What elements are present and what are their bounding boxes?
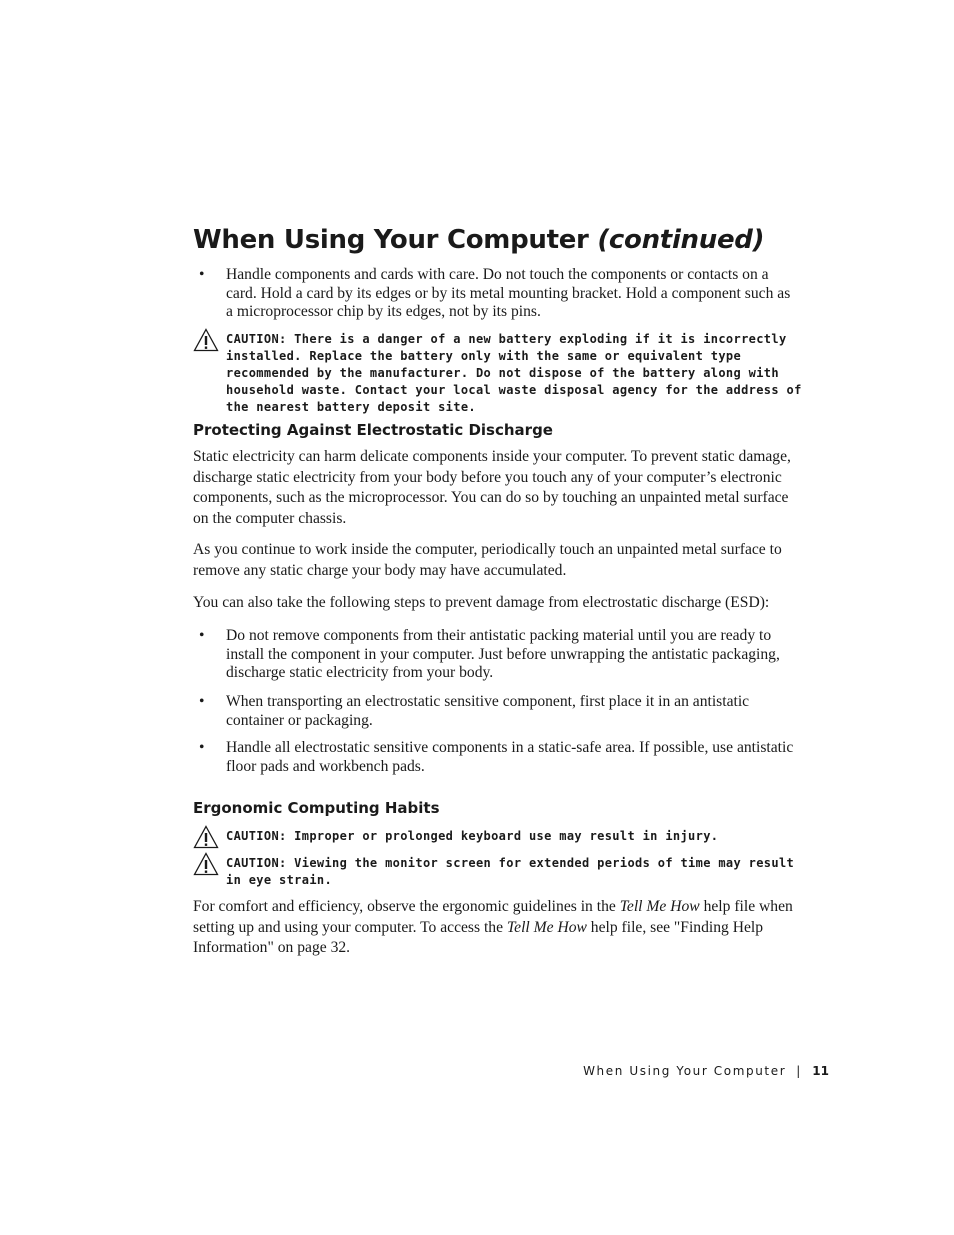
esd-paragraph-3	[193, 593, 805, 614]
footer-separator: |	[796, 1064, 801, 1078]
bullet-antistatic-packing	[199, 627, 799, 683]
ergonomic-text-part-1: For comfort and efficiency, observe the ergonomic guidelines in the	[193, 898, 620, 915]
tell-me-how-reference-1: Tell Me How	[619, 898, 700, 915]
ergonomic-heading: Ergonomic Computing Habits	[193, 799, 440, 817]
caution-keyboard-text: CAUTION: Improper or prolonged keyboard use may result in injury.	[226, 829, 719, 843]
esd-paragraph-1-text: Static electricity can harm delicate components inside your computer. To prevent static damage, discharge static electricity from your body before you touch any of your computer’s electronic components, such as the microprocessor. You can do so by touching an unpainted metal surface on the computer chassis.	[193, 448, 791, 527]
page-title-continued: (continued)	[597, 225, 765, 255]
page-title-main: When Using Your Computer	[193, 225, 598, 255]
warning-triangle-icon	[193, 328, 219, 352]
esd-paragraph-3-text: You can also take the following steps to prevent damage from electrostatic discharge (ESD):	[193, 594, 770, 611]
page-title	[193, 220, 764, 260]
ergonomic-paragraph	[193, 897, 805, 959]
bullet-text: When transporting an electrostatic sensitive component, first place it in an antistatic container or packaging.	[226, 693, 750, 729]
bullet-text: Do not remove components from their antistatic packing material until you are ready to install the component in your computer. Just before unwrapping the antistatic packaging, discharge static electricity from your body.	[226, 627, 780, 681]
bullet-text: Handle all electrostatic sensitive components in a static-safe area. If possible, use antistatic floor pads and workbench pads.	[226, 739, 794, 775]
bullet-marker: •	[199, 266, 205, 283]
page-footer	[583, 1062, 829, 1080]
caution-keyboard	[193, 828, 808, 845]
esd-heading: Protecting Against Electrostatic Discharge	[193, 421, 553, 439]
caution-monitor-text: CAUTION: Viewing the monitor screen for extended periods of time may result in eye strain.	[226, 856, 795, 887]
bullet-handle-components	[199, 266, 799, 322]
caution-battery-text: CAUTION: There is a danger of a new battery exploding if it is incorrectly installed. Replace the battery only with the same or equivalent type recommended by the manufacturer. Do not dispose of the battery along with household waste. Contact your local waste disposal agency for the address of the nearest battery deposit site.	[226, 332, 802, 414]
page-number: 11	[812, 1064, 829, 1078]
warning-triangle-icon	[193, 825, 219, 849]
ergonomic-paragraph-text	[193, 897, 805, 959]
footer-section-title: When Using Your Computer	[583, 1064, 787, 1078]
bullet-marker: •	[199, 739, 205, 756]
caution-monitor	[193, 855, 808, 889]
bullet-transporting	[199, 693, 799, 730]
bullet-marker: •	[199, 627, 205, 644]
ergonomic-text-part-3: help file, see "Finding Help Information" on page 32.	[193, 918, 764, 956]
bullet-static-safe-area	[199, 739, 799, 776]
esd-paragraph-1	[193, 447, 805, 529]
warning-triangle-icon	[193, 852, 219, 876]
bullet-text: Handle components and cards with care. Do not touch the components or contacts on a card. Hold a card by its edges or by its metal mounting bracket. Hold a component such as a microprocessor chip by its edges, not by its pins.	[226, 266, 791, 320]
bullet-marker: •	[199, 693, 205, 710]
tell-me-how-reference-2: Tell Me How	[506, 918, 587, 936]
esd-paragraph-2-text: As you continue to work inside the computer, periodically touch an unpainted metal surface to remove any static charge your body may have accumulated.	[193, 541, 782, 579]
esd-paragraph-2	[193, 540, 805, 581]
caution-battery	[193, 331, 808, 416]
ergonomic-text-part-2: help file when setting up and using your computer. To access the	[193, 898, 793, 936]
